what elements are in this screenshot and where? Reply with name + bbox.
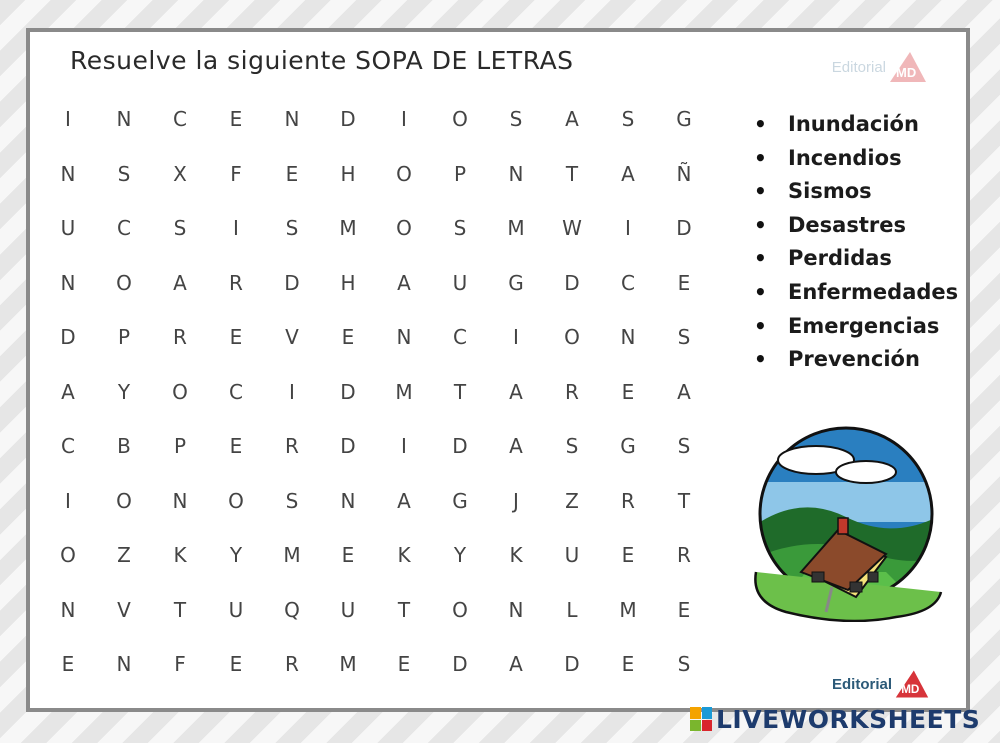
- letter-grid: [40, 92, 712, 692]
- grid-letter[interactable]: N: [172, 488, 188, 513]
- grid-letter[interactable]: H: [340, 161, 356, 186]
- word-list-item: • Desastres: [748, 209, 958, 243]
- grid-letter[interactable]: I: [513, 325, 519, 350]
- grid-letter[interactable]: R: [677, 543, 691, 568]
- grid-letter[interactable]: I: [233, 216, 239, 241]
- md-logo-icon: [888, 50, 928, 84]
- grid-letter[interactable]: T: [453, 379, 467, 404]
- grid-letter[interactable]: P: [453, 161, 467, 186]
- grid-letter[interactable]: N: [620, 325, 636, 350]
- editorial-logo-top: [832, 50, 928, 84]
- grid-letter[interactable]: C: [173, 107, 187, 132]
- grid-letter[interactable]: N: [284, 107, 300, 132]
- liveworksheets-watermark: [690, 702, 980, 736]
- grid-letter[interactable]: S: [621, 107, 635, 132]
- word-list: [748, 108, 958, 377]
- grid-letter[interactable]: M: [395, 379, 413, 404]
- grid-letter[interactable]: E: [677, 597, 691, 622]
- grid-letter[interactable]: S: [285, 216, 299, 241]
- grid-letter[interactable]: E: [229, 107, 243, 132]
- grid-letter[interactable]: R: [621, 488, 635, 513]
- grid-letter[interactable]: O: [396, 161, 412, 186]
- grid-letter[interactable]: G: [676, 107, 692, 132]
- grid-letter[interactable]: Z: [117, 543, 131, 568]
- grid-letter[interactable]: D: [452, 434, 468, 459]
- liveworksheets-logo-icon: [690, 707, 712, 731]
- grid-letter[interactable]: V: [285, 325, 299, 350]
- grid-letter[interactable]: S: [117, 161, 131, 186]
- word-list-item: • Enfermedades: [748, 276, 958, 310]
- grid-letter[interactable]: R: [173, 325, 187, 350]
- grid-letter[interactable]: O: [452, 597, 468, 622]
- grid-letter[interactable]: Y: [117, 379, 131, 404]
- grid-letter[interactable]: A: [621, 161, 635, 186]
- grid-letter[interactable]: U: [340, 597, 356, 622]
- grid-letter[interactable]: U: [60, 216, 76, 241]
- grid-letter[interactable]: J: [513, 488, 519, 513]
- grid-letter[interactable]: M: [619, 597, 637, 622]
- grid-letter[interactable]: E: [621, 379, 635, 404]
- grid-letter[interactable]: Z: [565, 488, 579, 513]
- grid-letter[interactable]: O: [564, 325, 580, 350]
- grid-letter[interactable]: T: [173, 597, 187, 622]
- grid-letter[interactable]: E: [229, 434, 243, 459]
- grid-letter[interactable]: O: [172, 379, 188, 404]
- grid-letter[interactable]: Y: [229, 543, 243, 568]
- grid-letter[interactable]: A: [509, 652, 523, 677]
- grid-letter[interactable]: D: [340, 379, 356, 404]
- grid-letter[interactable]: H: [340, 270, 356, 295]
- word-list-item: • Perdidas: [748, 242, 958, 276]
- grid-letter[interactable]: N: [116, 652, 132, 677]
- grid-letter[interactable]: E: [61, 652, 75, 677]
- word-list-item: • Prevención: [748, 343, 958, 377]
- word-list-item: • Sismos: [748, 175, 958, 209]
- grid-letter[interactable]: T: [565, 161, 579, 186]
- grid-letter[interactable]: O: [116, 488, 132, 513]
- grid-letter[interactable]: E: [397, 652, 411, 677]
- house-landscape-icon: [746, 422, 946, 622]
- grid-letter[interactable]: K: [509, 543, 523, 568]
- grid-letter[interactable]: G: [620, 434, 636, 459]
- grid-letter[interactable]: T: [677, 488, 691, 513]
- grid-letter[interactable]: R: [285, 652, 299, 677]
- grid-letter[interactable]: S: [173, 216, 187, 241]
- grid-letter[interactable]: N: [116, 107, 132, 132]
- grid-letter[interactable]: V: [117, 597, 131, 622]
- grid-letter[interactable]: I: [401, 107, 407, 132]
- logo-mark: MD: [901, 683, 920, 696]
- grid-letter[interactable]: S: [565, 434, 579, 459]
- grid-letter[interactable]: O: [396, 216, 412, 241]
- grid-letter[interactable]: F: [230, 161, 242, 186]
- grid-letter[interactable]: R: [565, 379, 579, 404]
- grid-letter[interactable]: I: [625, 216, 631, 241]
- grid-letter[interactable]: P: [173, 434, 187, 459]
- grid-letter[interactable]: S: [677, 652, 691, 677]
- grid-letter[interactable]: A: [61, 379, 75, 404]
- grid-letter[interactable]: I: [65, 488, 71, 513]
- grid-letter[interactable]: A: [509, 379, 523, 404]
- grid-letter[interactable]: S: [453, 216, 467, 241]
- grid-letter[interactable]: C: [453, 325, 467, 350]
- grid-letter[interactable]: C: [117, 216, 131, 241]
- grid-letter[interactable]: N: [60, 270, 76, 295]
- grid-letter[interactable]: O: [452, 107, 468, 132]
- logo-mark: MD: [896, 65, 917, 80]
- grid-letter[interactable]: R: [285, 434, 299, 459]
- grid-letter[interactable]: Y: [453, 543, 467, 568]
- grid-letter[interactable]: A: [565, 107, 579, 132]
- grid-letter[interactable]: O: [116, 270, 132, 295]
- grid-letter[interactable]: A: [677, 379, 691, 404]
- grid-letter[interactable]: M: [283, 543, 301, 568]
- grid-letter[interactable]: G: [452, 488, 468, 513]
- grid-letter[interactable]: Q: [284, 597, 300, 622]
- grid-letter[interactable]: A: [509, 434, 523, 459]
- page-title: Resuelve la siguiente SOPA DE LETRAS: [70, 46, 574, 75]
- grid-letter[interactable]: E: [341, 325, 355, 350]
- worksheet: [26, 28, 970, 712]
- grid-letter[interactable]: I: [289, 379, 295, 404]
- grid-letter[interactable]: W: [562, 216, 582, 241]
- grid-letter[interactable]: D: [676, 216, 692, 241]
- grid-letter[interactable]: F: [174, 652, 186, 677]
- word-list-item: • Inundación: [748, 108, 958, 142]
- grid-letter[interactable]: O: [228, 488, 244, 513]
- grid-letter[interactable]: I: [401, 434, 407, 459]
- grid-letter[interactable]: E: [621, 543, 635, 568]
- grid-letter[interactable]: I: [65, 107, 71, 132]
- grid-letter[interactable]: C: [621, 270, 635, 295]
- grid-letter[interactable]: N: [508, 597, 524, 622]
- grid-letter[interactable]: S: [677, 434, 691, 459]
- grid-letter[interactable]: G: [508, 270, 524, 295]
- grid-letter[interactable]: E: [285, 161, 299, 186]
- grid-letter[interactable]: A: [397, 270, 411, 295]
- grid-letter[interactable]: N: [396, 325, 412, 350]
- word-list-item: • Emergencias: [748, 310, 958, 344]
- grid-letter[interactable]: E: [621, 652, 635, 677]
- grid-letter[interactable]: A: [397, 488, 411, 513]
- grid-letter[interactable]: L: [566, 597, 578, 622]
- grid-letter[interactable]: N: [508, 161, 524, 186]
- grid-letter[interactable]: S: [677, 325, 691, 350]
- grid-letter[interactable]: S: [285, 488, 299, 513]
- grid-letter[interactable]: E: [341, 543, 355, 568]
- grid-letter[interactable]: K: [173, 543, 187, 568]
- word-list-item: • Incendios: [748, 142, 958, 176]
- grid-letter[interactable]: M: [339, 216, 357, 241]
- grid-letter[interactable]: K: [397, 543, 411, 568]
- grid-letter[interactable]: T: [397, 597, 411, 622]
- grid-letter[interactable]: M: [507, 216, 525, 241]
- grid-letter[interactable]: D: [340, 434, 356, 459]
- logo-text: Editorial: [831, 675, 892, 693]
- grid-letter[interactable]: E: [229, 325, 243, 350]
- grid-letter[interactable]: Ñ: [676, 161, 692, 186]
- grid-letter[interactable]: M: [339, 652, 357, 677]
- grid-letter[interactable]: C: [229, 379, 243, 404]
- grid-letter[interactable]: O: [60, 543, 76, 568]
- grid-letter[interactable]: U: [228, 597, 244, 622]
- logo-text: Editorial: [831, 58, 886, 76]
- grid-letter[interactable]: N: [340, 488, 356, 513]
- grid-letter[interactable]: N: [60, 161, 76, 186]
- grid-letter[interactable]: X: [173, 161, 187, 186]
- grid-letter[interactable]: D: [564, 652, 580, 677]
- grid-letter[interactable]: D: [284, 270, 300, 295]
- grid-letter[interactable]: C: [61, 434, 75, 459]
- grid-letter[interactable]: D: [340, 107, 356, 132]
- grid-letter[interactable]: N: [60, 597, 76, 622]
- grid-letter[interactable]: D: [452, 652, 468, 677]
- grid-letter[interactable]: R: [229, 270, 243, 295]
- grid-letter[interactable]: U: [452, 270, 468, 295]
- grid-letter[interactable]: U: [564, 543, 580, 568]
- grid-letter[interactable]: E: [677, 270, 691, 295]
- grid-letter[interactable]: S: [509, 107, 523, 132]
- watermark-text: LIVEWORKSHEETS: [716, 704, 981, 734]
- grid-letter[interactable]: P: [117, 325, 131, 350]
- grid-letter[interactable]: D: [564, 270, 580, 295]
- md-logo-icon: [894, 668, 930, 700]
- grid-letter[interactable]: B: [117, 434, 131, 459]
- grid-letter[interactable]: E: [229, 652, 243, 677]
- grid-letter[interactable]: D: [60, 325, 76, 350]
- grid-letter[interactable]: A: [173, 270, 187, 295]
- editorial-logo-bottom: [832, 668, 930, 700]
